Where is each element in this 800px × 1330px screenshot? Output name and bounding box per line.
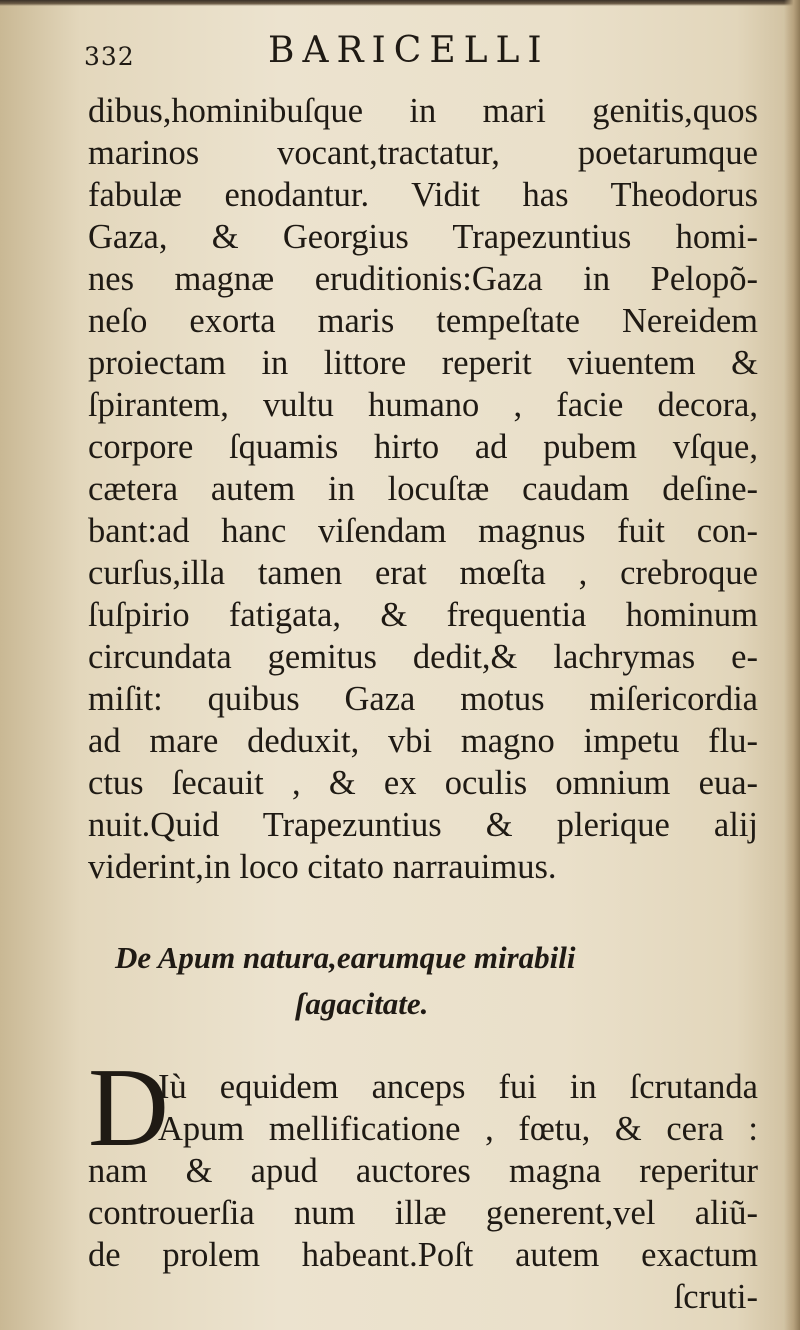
section-heading-line: ſagacitate. (295, 986, 429, 1021)
body-text (88, 90, 758, 888)
text-line: neſo exorta maris tempeſtate Nereidem (88, 302, 758, 340)
text-line: viderint,in loco citato narrauimus. (88, 848, 557, 886)
text-line: ctus ſecauit , & ex oculis omnium eua- (88, 764, 758, 802)
text-line: bant:ad hanc viſendam magnus fuit con- (88, 512, 758, 550)
section-heading-line: De Apum natura,earumque mirabili (115, 940, 576, 975)
text-line: Iù equidem anceps fui in ſcrutanda (158, 1068, 758, 1106)
page-right-edge (784, 0, 800, 1330)
page-top-edge (0, 0, 800, 6)
text-line: ad mare deduxit, vbi magno impetu flu- (88, 722, 758, 760)
text-line: de prolem habeant.Poſt autem exactum (88, 1236, 758, 1274)
page-number: 332 (84, 42, 135, 71)
text-line: corpore ſquamis hirto ad pubem vſque, (88, 428, 758, 466)
text-line: nes magnæ eruditionis:Gaza in Pelopõ- (88, 260, 758, 298)
catchword: ſcruti- (673, 1278, 758, 1316)
text-line: cætera autem in locuſtæ caudam deſine- (88, 470, 758, 508)
text-line: controuerſia num illæ generent,vel aliũ- (88, 1194, 758, 1232)
section-text (88, 1046, 758, 1318)
text-line: ſuſpirio fatigata, & frequentia hominum (88, 596, 758, 634)
text-line: ſpirantem, vultu humano , facie decora, (88, 386, 758, 424)
text-line: fabulæ enodantur. Vidit has Theodorus (88, 176, 758, 214)
text-line: circundata gemitus dedit,& lachrymas e- (88, 638, 758, 676)
text-line: curſus,illa tamen erat mœſta , crebroque (88, 554, 758, 592)
text-line: Apum mellificatione , fœtu, & cera : (158, 1110, 758, 1148)
drop-cap: D (88, 1046, 169, 1170)
running-head: BARICELLI (268, 30, 550, 71)
text-line: dibus,hominibuſque in mari genitis,quos (88, 92, 758, 130)
section-heading (115, 935, 715, 1027)
text-line: proiectam in littore reperit viuentem & (88, 344, 758, 382)
text-line: nam & apud auctores magna reperitur (88, 1152, 758, 1190)
text-line: nuit.Quid Trapezuntius & plerique alij (88, 806, 758, 844)
text-line: miſit: quibus Gaza motus miſericordia (88, 680, 758, 718)
text-line: marinos vocant,tractatur, poetarumque (88, 134, 758, 172)
text-line: Gaza, & Georgius Trapezuntius homi- (88, 218, 758, 256)
